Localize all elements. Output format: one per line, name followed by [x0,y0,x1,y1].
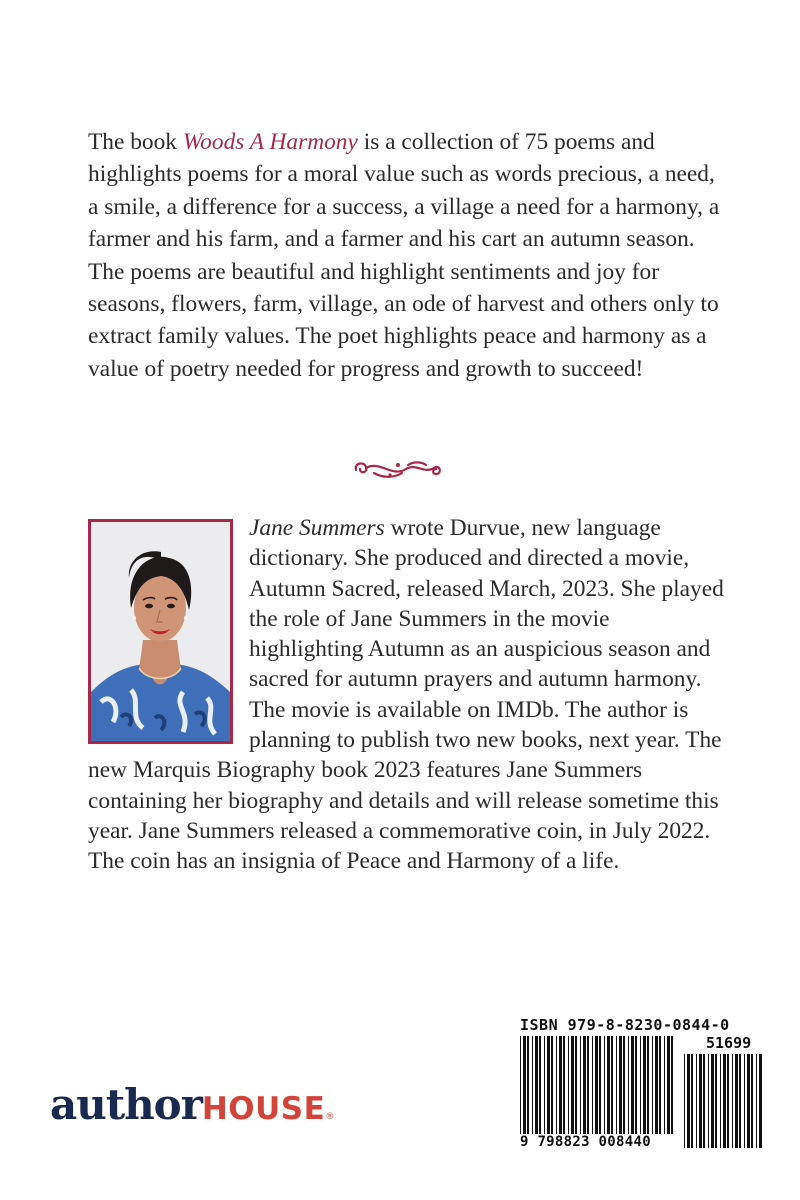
registered-mark: ® [325,1112,335,1122]
flourish-ornament-icon [350,456,446,482]
author-name: Jane Summers [249,515,385,541]
author-photo [88,519,233,744]
isbn-number: ISBN 979-8-8230-0844-0 [520,1016,730,1034]
barcode-digits: 9 798823 008440 [520,1134,676,1150]
book-title: Woods A Harmony [182,129,358,155]
book-description [88,126,728,385]
publisher-logo [50,1080,334,1130]
logo-author-text: author [50,1080,202,1129]
logo-house-text: HOUSE [201,1091,326,1127]
bio-text: wrote Durvue, new language dictionary. She produced and directed a movie, Autumn Sacred, released March, 2023. She played the role of Jane Summers in the movie highlighting Autumn as an auspicious season and sacred for autumn prayers and autumn harmony. The movie is available on IMDb. The author is planning to publish two new books, next year. The new Marquis Biography book 2023 features Jane Summers containing her biography and details and will release sometime this year. Jane Summers released a commemorative coin, in July 2022. The coin has an insignia of Peace and Harmony of a life. [88,515,724,875]
blurb-text: is a collection of 75 poems and highlights poems for a moral value such as words precious, a need, a smile, a difference for a success, a village a need for a harmony, a farmer and his farm, and a farmer and his cart an autumn season. The poems are beautiful and highlight sentiments and joy for seasons, flowers, farm, village, an ode of harvest and others only to extract family values. The poet highlights peace and harmony as a value of poetry needed for progress and growth to succeed! [88,129,720,382]
price-code: 51699 [706,1034,752,1052]
author-bio [88,513,728,877]
blurb-intro: The book [88,129,183,155]
isbn-barcode [516,1016,766,1156]
